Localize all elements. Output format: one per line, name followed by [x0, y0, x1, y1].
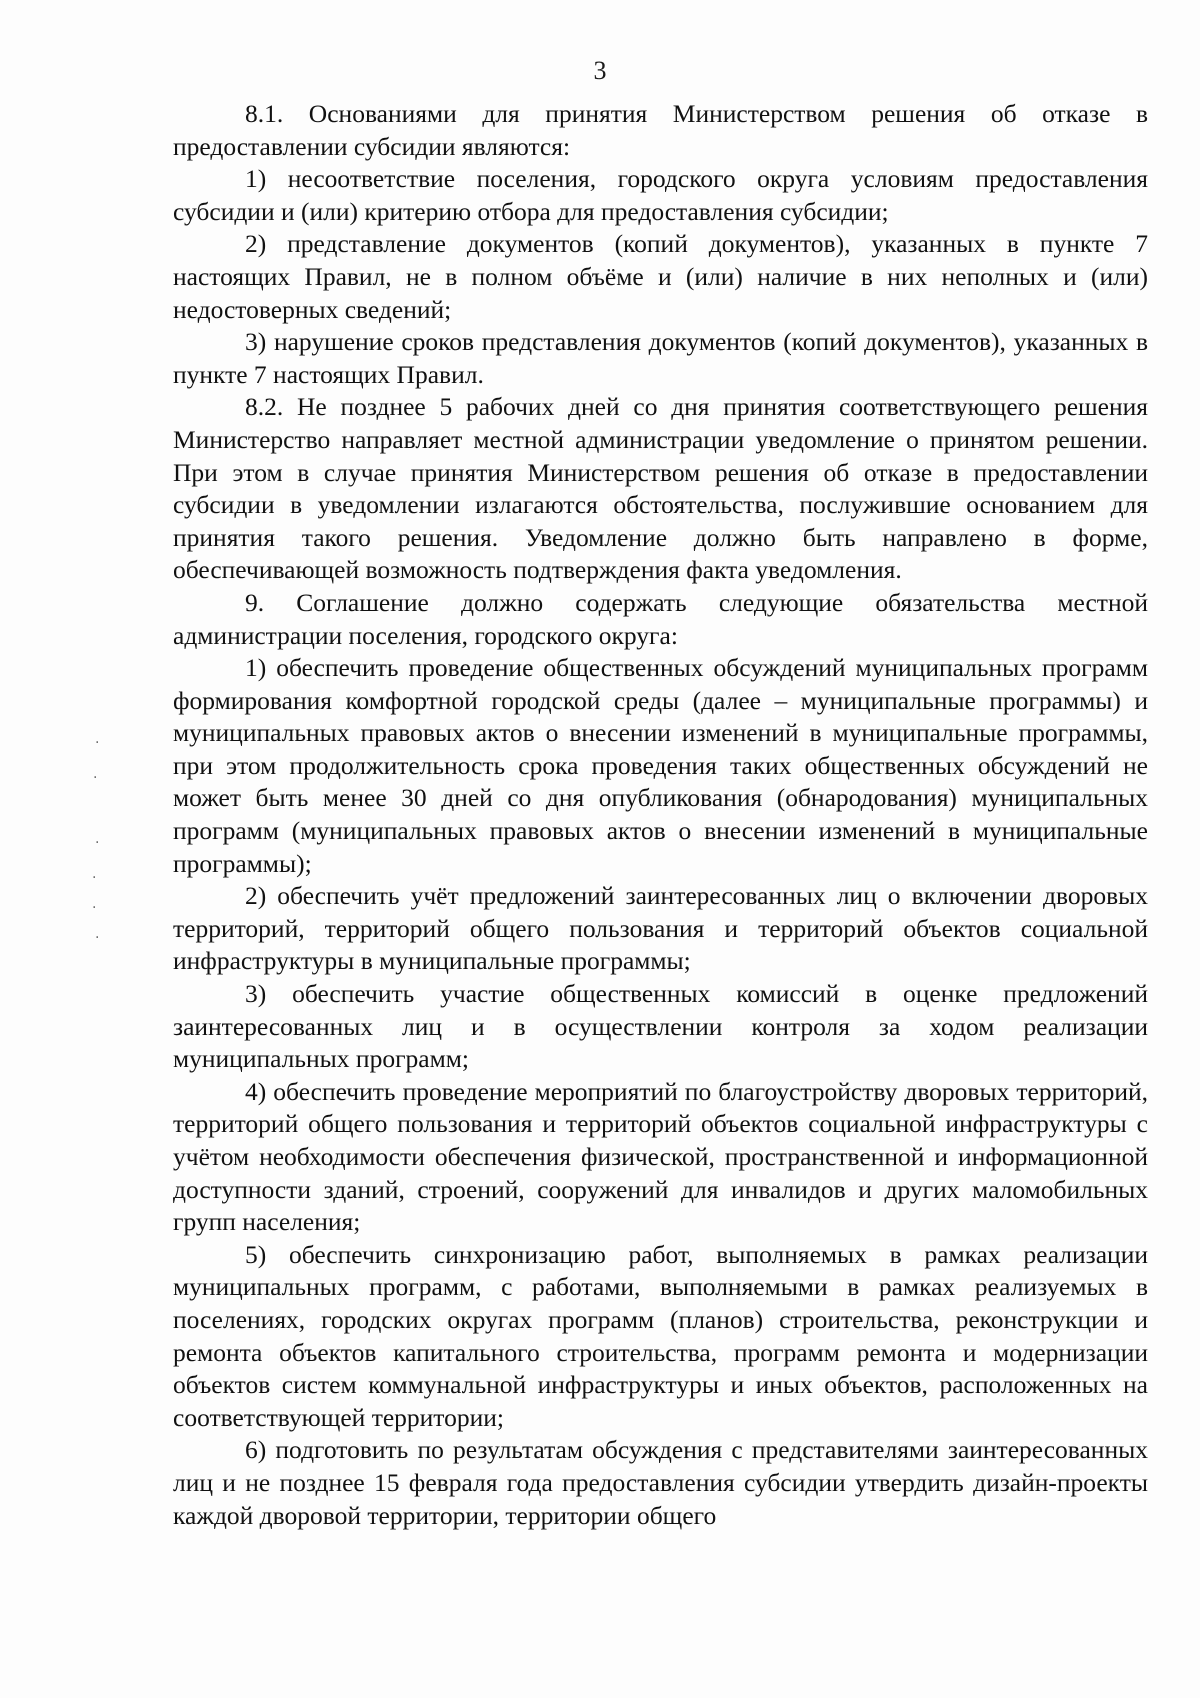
- paragraph-9: 9. Соглашение должно содержать следующие обязательства местной администрации поселения, городского округа:: [173, 587, 1148, 650]
- document-body: [173, 98, 1148, 1532]
- paragraph-8-1: 8.1. Основаниями для принятия Министерством решения об отказе в предоставлении субсидии являются:: [173, 99, 1148, 161]
- page-number: 3: [593, 56, 607, 85]
- scan-speck: ·: [93, 770, 98, 786]
- paragraph-9-item-2: 2) обеспечить учёт предложений заинтересованных лиц о включении дворовых территорий, территорий общего пользования и территорий объектов социальной инфраструктуры в муниципальные программы;: [173, 881, 1148, 976]
- scan-speck: ·: [95, 735, 100, 751]
- paragraph-9-item-4: 4) обеспечить проведение мероприятий по благоустройству дворовых территорий, территорий общего пользования и территорий объектов социальной инфраструктуры с учётом необходимости обеспечения физической, пространственной и информационной доступности зданий, строений, сооружений для инвалидов и других маломобильных групп населения;: [173, 1076, 1148, 1237]
- paragraph-9-item-3: 3) обеспечить участие общественных комиссий в оценке предложений заинтересованных лиц и в осуществлении контроля за ходом реализации муниципальных программ;: [173, 979, 1148, 1074]
- scan-speck: ·: [95, 930, 100, 946]
- scan-speck: ·: [95, 835, 100, 851]
- paragraph-9-item-6: 6) подготовить по результатам обсуждения с представителями заинтересованных лиц и не позднее 15 февраля года предоставления субсидии утвердить дизайн-проекты каждой дворовой территории, территории общего: [173, 1435, 1148, 1530]
- scan-speck: ·: [92, 870, 97, 886]
- paragraph-8-1-item-2: 2) представление документов (копий документов), указанных в пункте 7 настоящих Правил, не в полном объёме и (или) наличие в них неполных и (или) недостоверных сведений;: [173, 229, 1148, 324]
- paragraph-9-item-1: 1) обеспечить проведение общественных обсуждений муниципальных программ формирования комфортной городской среды (далее – муниципальные программы) и муниципальных правовых актов о внесении изменений в муниципальные программы, при этом продолжительность срока проведения таких общественных обсуждений не может быть менее 30 дней со дня опубликования (обнародования) муниципальных программ (муниципальных правовых актов о внесении изменений в муниципальные программы);: [173, 653, 1148, 878]
- paragraph-8-1-item-1: 1) несоответствие поселения, городского округа условиям предоставления субсидии и (или) критерию отбора для предоставления субсидии;: [173, 164, 1148, 226]
- paragraph-8-2: 8.2. Не позднее 5 рабочих дней со дня принятия соответствующего решения Министерство направляет местной администрации уведомление о принятом решении. При этом в случае принятия Министерством решения об отказе в предоставлении субсидии в уведомлении излагаются обстоятельства, послужившие основанием для принятия такого решения. Уведомление должно быть направлено в форме, обеспечивающей возможность подтверждения факта уведомления.: [173, 392, 1148, 585]
- scan-speck: ·: [92, 900, 97, 916]
- paragraph-9-item-5: 5) обеспечить синхронизацию работ, выполняемых в рамках реализации муниципальных программ, с работами, выполняемыми в рамках реализуемых в поселениях, городских округах программ (планов) строительства, реконструкции и ремонта объектов капитального строительства, программ ремонта и модернизации объектов систем коммунальной инфраструктуры и иных объектов, расположенных на соответствующей территории;: [173, 1239, 1148, 1432]
- paragraph-8-1-item-3: 3) нарушение сроков представления документов (копий документов), указанных в пункте 7 настоящих Правил.: [173, 327, 1148, 389]
